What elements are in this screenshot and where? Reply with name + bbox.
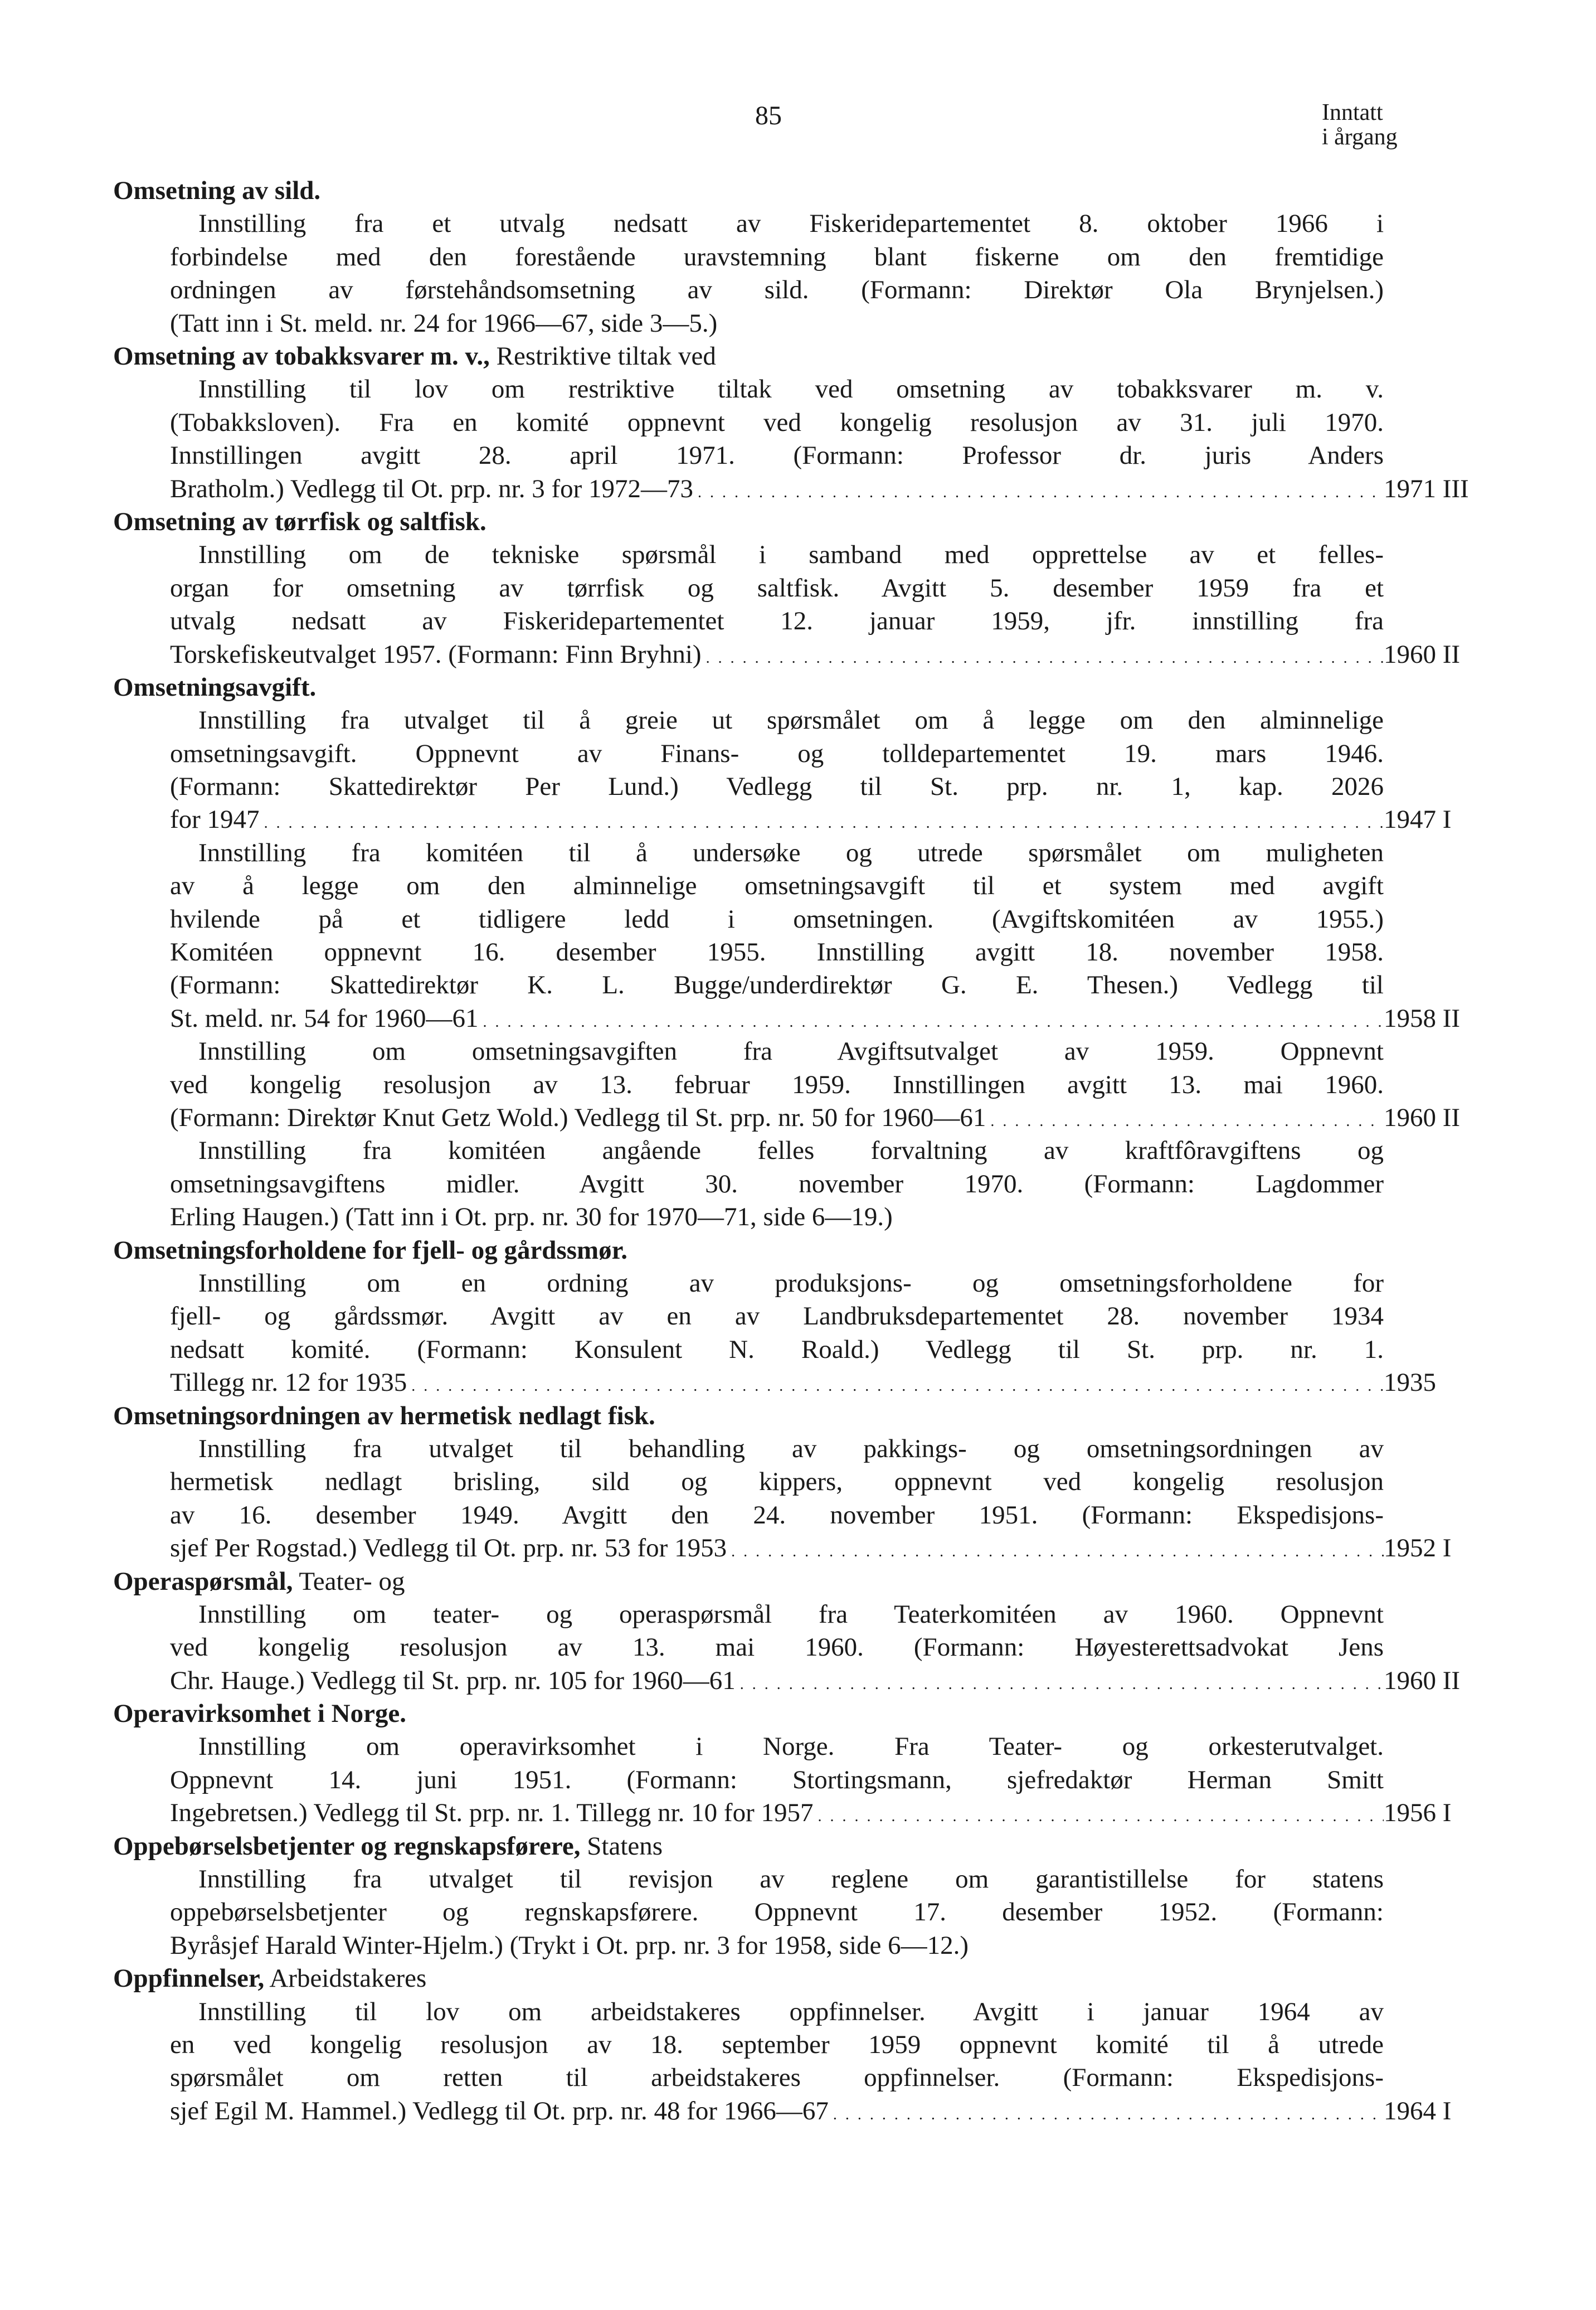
entry-text: Komitéen oppnevnt 16. desember 1955. Innstilling avgitt 18. november 1958.	[170, 938, 1384, 967]
volume-year: 1956 I	[1384, 1798, 1452, 1828]
topic-title: Oppebørselsbetjenter og regnskapsførere,	[113, 1831, 581, 1861]
entry-text: Innstilling om operavirksomhet i Norge. Fra Teater- og orkesterutvalget.	[198, 1732, 1384, 1761]
entry-line	[113, 1598, 1473, 1631]
entry-text: (Formann: Skattedirektør Per Lund.) Vedlegg til St. prp. nr. 1, kap. 2026	[170, 772, 1384, 802]
entry-line	[113, 1730, 1473, 1763]
topic-subtitle: Restriktive tiltak ved	[489, 341, 716, 371]
entry-text: Innstilling om en ordning av produksjons- og omsetningsforholdene for	[198, 1268, 1384, 1298]
entry-text: utvalg nedsatt av Fiskeridepartementet 12. januar 1959, jfr. innstilling fra	[170, 606, 1384, 636]
report-entry	[113, 1267, 1473, 1400]
topic-heading	[113, 506, 1473, 538]
entry-line	[113, 1002, 1473, 1035]
entry-text: Innstilling om omsetningsavgiften fra Avgiftsutvalget av 1959. Oppnevnt	[198, 1037, 1384, 1066]
report-entry	[113, 837, 1473, 1035]
topic-heading	[113, 174, 1473, 207]
topic-heading	[113, 1565, 1473, 1598]
entry-line	[113, 1101, 1473, 1134]
entry-line	[113, 737, 1473, 770]
entry-text: nedsatt komité. (Formann: Konsulent N. Roald.) Vedlegg til St. prp. nr. 1.	[170, 1334, 1384, 1364]
entry-line	[113, 638, 1473, 671]
report-entry	[113, 1598, 1473, 1697]
entry-text: Innstilling fra utvalget til revisjon av reglene om garantistillelse for statens	[198, 1865, 1384, 1894]
report-entry	[113, 373, 1473, 506]
dot-leader	[990, 1101, 1384, 1138]
entry-text: av 16. desember 1949. Avgitt den 24. november 1951. (Formann: Ekspedisjons-	[170, 1500, 1384, 1530]
report-entry	[113, 1035, 1473, 1134]
report-entry	[113, 704, 1473, 837]
entry-line	[113, 207, 1473, 240]
entry-line	[113, 1267, 1473, 1300]
entry-line	[113, 1863, 1473, 1896]
report-entry	[113, 1433, 1473, 1565]
year-column-header-line: Inntatt	[1322, 100, 1383, 125]
topic-title: Omsetning av tobakksvarer m. v.,	[113, 341, 490, 371]
entry-text: Oppnevnt 14. juni 1951. (Formann: Stortingsmann, sjefredaktør Herman Smitt	[170, 1765, 1384, 1794]
dot-leader	[818, 1797, 1384, 1833]
entry-text: Tillegg nr. 12 for 1935	[170, 1368, 407, 1397]
volume-year: 1947 I	[1384, 805, 1452, 834]
topic-heading	[113, 1234, 1473, 1267]
report-entry	[113, 1730, 1473, 1829]
entry-line	[113, 936, 1473, 969]
entry-line	[113, 473, 1473, 506]
topic-title: Omsetningsforholdene for fjell- og gårdssmør.	[113, 1235, 627, 1265]
entry-line	[113, 2095, 1473, 2128]
entry-text: sjef Per Rogstad.) Vedlegg til Ot. prp. nr. 53 for 1953	[170, 1533, 727, 1563]
entry-line	[113, 1499, 1473, 1532]
topic-subtitle: Teater- og	[293, 1566, 405, 1596]
entry-line	[113, 605, 1473, 638]
dot-leader	[698, 473, 1384, 509]
dot-leader	[706, 638, 1384, 674]
entry-text: Innstilling fra utvalget til behandling av pakkings- og omsetningsordningen av	[198, 1434, 1384, 1463]
entry-line	[113, 1069, 1473, 1101]
page-number: 85	[755, 101, 782, 130]
entry-text: Innstilling fra komitéen angående felles forvaltning av kraftfôravgiftens og	[198, 1136, 1384, 1166]
entry-text: hermetisk nedlagt brisling, sild og kippers, oppnevnt ved kongelig resolusjon	[170, 1467, 1384, 1497]
entry-text: Byråsjef Harald Winter-Hjelm.) (Trykt i Ot. prp. nr. 3 for 1958, side 6—12.)	[170, 1930, 969, 1960]
entry-line	[113, 2061, 1473, 2094]
entry-line	[113, 538, 1473, 571]
entry-line	[113, 1300, 1473, 1333]
entry-text: for 1947	[170, 805, 260, 834]
volume-year: 1960 II	[1384, 1103, 1461, 1132]
dot-leader	[483, 1002, 1384, 1038]
dot-leader	[731, 1532, 1384, 1568]
volume-year: 1964 I	[1384, 2096, 1452, 2125]
entry-text: Innstilling fra komitéen til å undersøke og utrede spørsmålet om muligheten	[198, 838, 1384, 867]
entry-text: spørsmålet om retten til arbeidstakeres oppfinnelser. (Formann: Ekspedisjons-	[170, 2063, 1384, 2093]
entry-text: av å legge om den alminnelige omsetningsavgift til et system med avgift	[170, 871, 1384, 901]
entry-text: (Tatt inn i St. meld. nr. 24 for 1966—67, side 3—5.)	[170, 308, 718, 338]
entry-line	[113, 870, 1473, 902]
entry-line	[113, 1996, 1473, 2028]
topic-title: Operaspørsmål,	[113, 1566, 293, 1596]
volume-year: 1960 II	[1384, 639, 1461, 669]
entry-line	[113, 406, 1473, 439]
entry-text: Innstilling fra et utvalg nedsatt av Fiskeridepartementet 8. oktober 1966 i	[198, 209, 1384, 239]
report-entry	[113, 207, 1473, 340]
topic-title: Omsetning av sild.	[113, 176, 321, 205]
entry-text: Torskefiskeutvalget 1957. (Formann: Finn Bryhni)	[170, 639, 702, 669]
entry-text: (Tobakksloven). Fra en komité oppnevnt ved kongelig resolusjon av 31. juli 1970.	[170, 407, 1384, 437]
entry-text: omsetningsavgift. Oppnevnt av Finans- og tolldepartementet 19. mars 1946.	[170, 739, 1384, 768]
entry-text: Innstillingen avgitt 28. april 1971. (Formann: Professor dr. juris Anders	[170, 441, 1384, 470]
entry-text: omsetningsavgiftens midler. Avgitt 30. november 1970. (Formann: Lagdommer	[170, 1169, 1384, 1198]
topic-heading	[113, 1697, 1473, 1730]
entry-line	[113, 1433, 1473, 1465]
entry-text: ordningen av førstehåndsomsetning av sild. (Formann: Direktør Ola Brynjelsen.)	[170, 275, 1384, 305]
entry-line	[113, 241, 1473, 274]
entry-text: Innstilling til lov om arbeidstakeres oppfinnelser. Avgitt i januar 1964 av	[198, 1997, 1384, 2026]
entry-line	[113, 1896, 1473, 1929]
entry-line	[113, 1134, 1473, 1167]
volume-year: 1935	[1384, 1368, 1436, 1397]
entry-text: (Formann: Skattedirektør K. L. Bugge/underdirektør G. E. Thesen.) Vedlegg til	[170, 970, 1384, 1000]
volume-year: 1958 II	[1384, 1003, 1461, 1033]
entry-text: ved kongelig resolusjon av 13. februar 1959. Innstillingen avgitt 13. mai 1960.	[170, 1070, 1384, 1099]
entry-line	[113, 274, 1473, 307]
topic-heading	[113, 671, 1473, 704]
topic-heading	[113, 1962, 1473, 1995]
entry-text: ved kongelig resolusjon av 13. mai 1960. (Formann: Høyesterettsadvokat Jens	[170, 1633, 1384, 1662]
entry-text: Chr. Hauge.) Vedlegg til St. prp. nr. 105 for 1960—61	[170, 1666, 736, 1695]
topic-title: Omsetning av tørrfisk og saltfisk.	[113, 507, 486, 536]
topic-subtitle: Arbeidstakeres	[264, 1964, 427, 1993]
entry-text: hvilende på et tidligere ledd i omsetningen. (Avgiftskomitéen av 1955.)	[170, 904, 1384, 934]
entry-line	[113, 1035, 1473, 1068]
entry-text: (Formann: Direktør Knut Getz Wold.) Vedlegg til St. prp. nr. 50 for 1960—61	[170, 1103, 986, 1132]
entry-line	[113, 572, 1473, 605]
entry-text: Innstilling til lov om restriktive tiltak ved omsetning av tobakksvarer m. v.	[198, 375, 1384, 404]
entry-line	[113, 903, 1473, 936]
topic-title: Omsetningsordningen av hermetisk nedlagt fisk.	[113, 1401, 655, 1430]
entry-line	[113, 1929, 1473, 1962]
entry-line	[113, 803, 1473, 836]
entry-text: oppebørselsbetjenter og regnskapsførere. Oppnevnt 17. desember 1952. (Formann:	[170, 1898, 1384, 1927]
entry-line	[113, 1532, 1473, 1565]
entry-text: sjef Egil M. Hammel.) Vedlegg til Ot. prp. nr. 48 for 1966—67	[170, 2096, 829, 2125]
report-entry	[113, 1996, 1473, 2128]
topic-heading	[113, 1400, 1473, 1433]
entry-line	[113, 837, 1473, 870]
topic-heading	[113, 340, 1473, 373]
volume-year: 1952 I	[1384, 1533, 1452, 1563]
year-column-header-line: i årgang	[1322, 124, 1398, 150]
report-entry	[113, 1863, 1473, 1962]
entry-text: organ for omsetning av tørrfisk og saltfisk. Avgitt 5. desember 1959 fra et	[170, 573, 1384, 603]
volume-year: 1960 II	[1384, 1666, 1461, 1695]
entry-text: Erling Haugen.) (Tatt inn i Ot. prp. nr. 30 for 1970—71, side 6—19.)	[170, 1202, 893, 1232]
dot-leader	[264, 803, 1384, 839]
entry-text: forbindelse med den forestående uravstemning blant fiskerne om den fremtidige	[170, 242, 1384, 271]
entry-line	[113, 307, 1473, 340]
topic-title: Oppfinnelser,	[113, 1964, 265, 1993]
entry-line	[113, 1168, 1473, 1201]
entry-text: en ved kongelig resolusjon av 18. september 1959 oppnevnt komité til å utrede	[170, 2030, 1384, 2060]
report-entry	[113, 538, 1473, 671]
entry-text: Bratholm.) Vedlegg til Ot. prp. nr. 3 for 1972—73	[170, 474, 694, 503]
entry-text: Ingebretsen.) Vedlegg til St. prp. nr. 1. Tillegg nr. 10 for 1957	[170, 1798, 814, 1828]
entry-text: St. meld. nr. 54 for 1960—61	[170, 1003, 479, 1033]
year-column-header	[1322, 100, 1398, 149]
dot-leader	[740, 1664, 1384, 1701]
volume-year: 1971 III	[1384, 474, 1469, 503]
entry-line	[113, 1201, 1473, 1234]
entry-line	[113, 1764, 1473, 1797]
entry-text: Innstilling om de tekniske spørsmål i samband med opprettelse av et felles-	[198, 540, 1384, 570]
entry-line	[113, 1465, 1473, 1498]
topic-subtitle: Statens	[580, 1831, 663, 1861]
entry-line	[113, 1631, 1473, 1664]
entry-text: Innstilling om teater- og operaspørsmål fra Teaterkomitéen av 1960. Oppnevnt	[198, 1599, 1384, 1629]
dot-leader	[833, 2095, 1384, 2131]
report-entry	[113, 1134, 1473, 1234]
entry-line	[113, 2028, 1473, 2061]
entry-list	[113, 174, 1473, 2128]
topic-heading	[113, 1830, 1473, 1863]
entry-line	[113, 1366, 1473, 1399]
entry-text: fjell- og gårdssmør. Avgitt av en av Landbruksdepartementet 28. november 1934	[170, 1302, 1384, 1331]
dot-leader	[411, 1366, 1384, 1402]
entry-line	[113, 969, 1473, 1002]
entry-line	[113, 1797, 1473, 1829]
entry-line	[113, 373, 1473, 406]
entry-line	[113, 704, 1473, 737]
entry-line	[113, 770, 1473, 803]
entry-text: Innstilling fra utvalget til å greie ut spørsmålet om å legge om den alminnelige	[198, 706, 1384, 735]
entry-line	[113, 1664, 1473, 1697]
topic-title: Operavirksomhet i Norge.	[113, 1699, 407, 1729]
entry-line	[113, 439, 1473, 472]
entry-line	[113, 1333, 1473, 1366]
topic-title: Omsetningsavgift.	[113, 672, 317, 702]
